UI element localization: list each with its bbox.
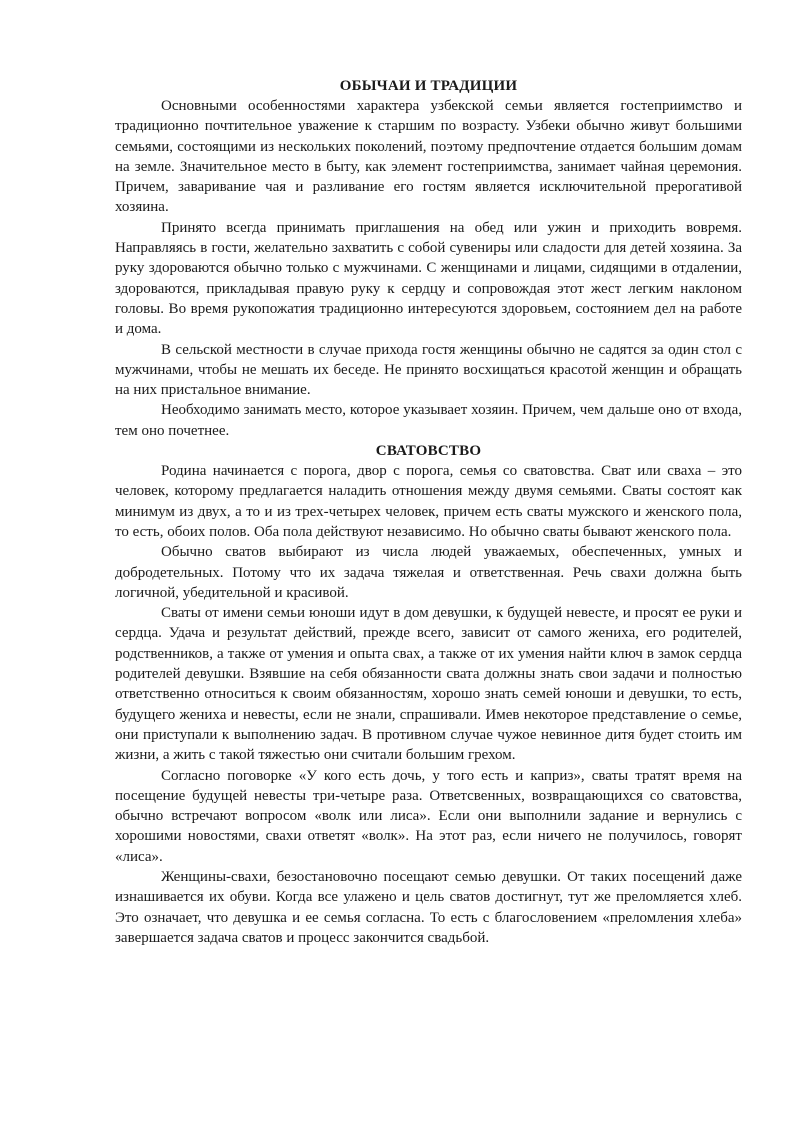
- paragraph: Сваты от имени семьи юноши идут в дом девушки, к будущей невесте, и просят ее руки и сердца. Удача и результат действий, прежде всего, зависит от самого жениха, его родителей, родственников, а также от умения и опыта свах, а также от их умения найти ключ в замок сердца родителей девушки. Взявшие на себя обязанности свата должны знать свои задачи и полностью ответственно относиться к своим обязанностям, хорошо знать семей юноши и девушки, то есть, будущего жениха и невесты, если не знали, спрашивали. Имев некоторое представление о семье, они приступали к выполнению задач. В противном случае чужое невинное дитя будет стоить им жизни, а жить с такой тяжестью они считали большим грехом.: [115, 605, 742, 764]
- paragraph: Обычно сватов выбирают из числа людей уважаемых, обеспеченных, умных и добродетельных. Потому что их задача тяжелая и ответственная. Речь свахи должна быть логичной, убедительной и красивой.: [115, 544, 742, 601]
- paragraph: Согласно поговорке «У кого есть дочь, у того есть и каприз», сваты тратят время на посещение будущей невесты три-четыре раза. Ответсвенных, возвращающихся со сватовства, обычно встречают вопросом «волк или лиса». Если они выполнили задание и вернулись с хорошими новостями, свахи ответят «волк». На этот раз, если ничего не получилось, говорят «лиса».: [115, 767, 742, 865]
- paragraph: Принято всегда принимать приглашения на обед или ужин и приходить вовремя. Направляясь в гости, желательно захватить с собой сувениры или сладости для детей хозяина. За руку здороваются обычно только с мужчинами. С женщинами и лицами, сидящими в отдалении, здороваются, прикладывая правую руку к сердцу и сопровождая этот жест легким наклоном головы. Во время рукопожатия традиционно интересуются здоровьем, состоянием дел на работе и дома.: [115, 219, 742, 338]
- paragraph: Основными особенностями характера узбекской семьи является гостеприимство и традиционно почтительное уважение к старшим по возрасту. Узбеки обычно живут большими семьями, состоящими из нескольких поколений, поэтому предпочтение отдается большим домам на земле. Значительное место в быту, как элемент гостеприимства, занимает чайная церемония. Причем, заваривание чая и разливание его гостям является исключительной прерогативой хозяина.: [115, 98, 742, 216]
- section-title-customs: ОБЫЧАИ И ТРАДИЦИИ: [339, 78, 518, 94]
- section-title-matchmaking: СВАТОВСТВО: [375, 443, 482, 460]
- paragraph: В сельской местности в случае прихода гостя женщины обычно не садятся за один стол с мужчинами, чтобы не мешать их беседе. Не принято восхищаться красотой женщин и обращать на них пристальное внимание.: [115, 341, 742, 399]
- paragraph: Женщины-свахи, безостановочно посещают семью девушки. От таких посещений даже изнашивается их обуви. Когда все улажено и цель сватов достигнут, тут же преломляется хлеб. Это означает, что девушка и ее семья согласна. То есть с благословением «преломления хлеба» завершается задача сватов и процесс закончится свадьбой.: [115, 868, 742, 946]
- paragraph: Родина начинается с порога, двор с порога, семья со сватовства. Сват или сваха – это человек, которому предлагается наладить отношения между двумя семьями. Сваты состоят как минимум из двух, а то и из трех-четырех человек, причем есть сваты мужского и женского пола, то есть, обоих полов. Оба пола действуют независимо. Но обычно сваты бывают женского пола.: [115, 463, 742, 540]
- paragraph: Необходимо занимать место, которое указывает хозяин. Причем, чем дальше оно от входа, тем оно почетнее.: [115, 402, 742, 439]
